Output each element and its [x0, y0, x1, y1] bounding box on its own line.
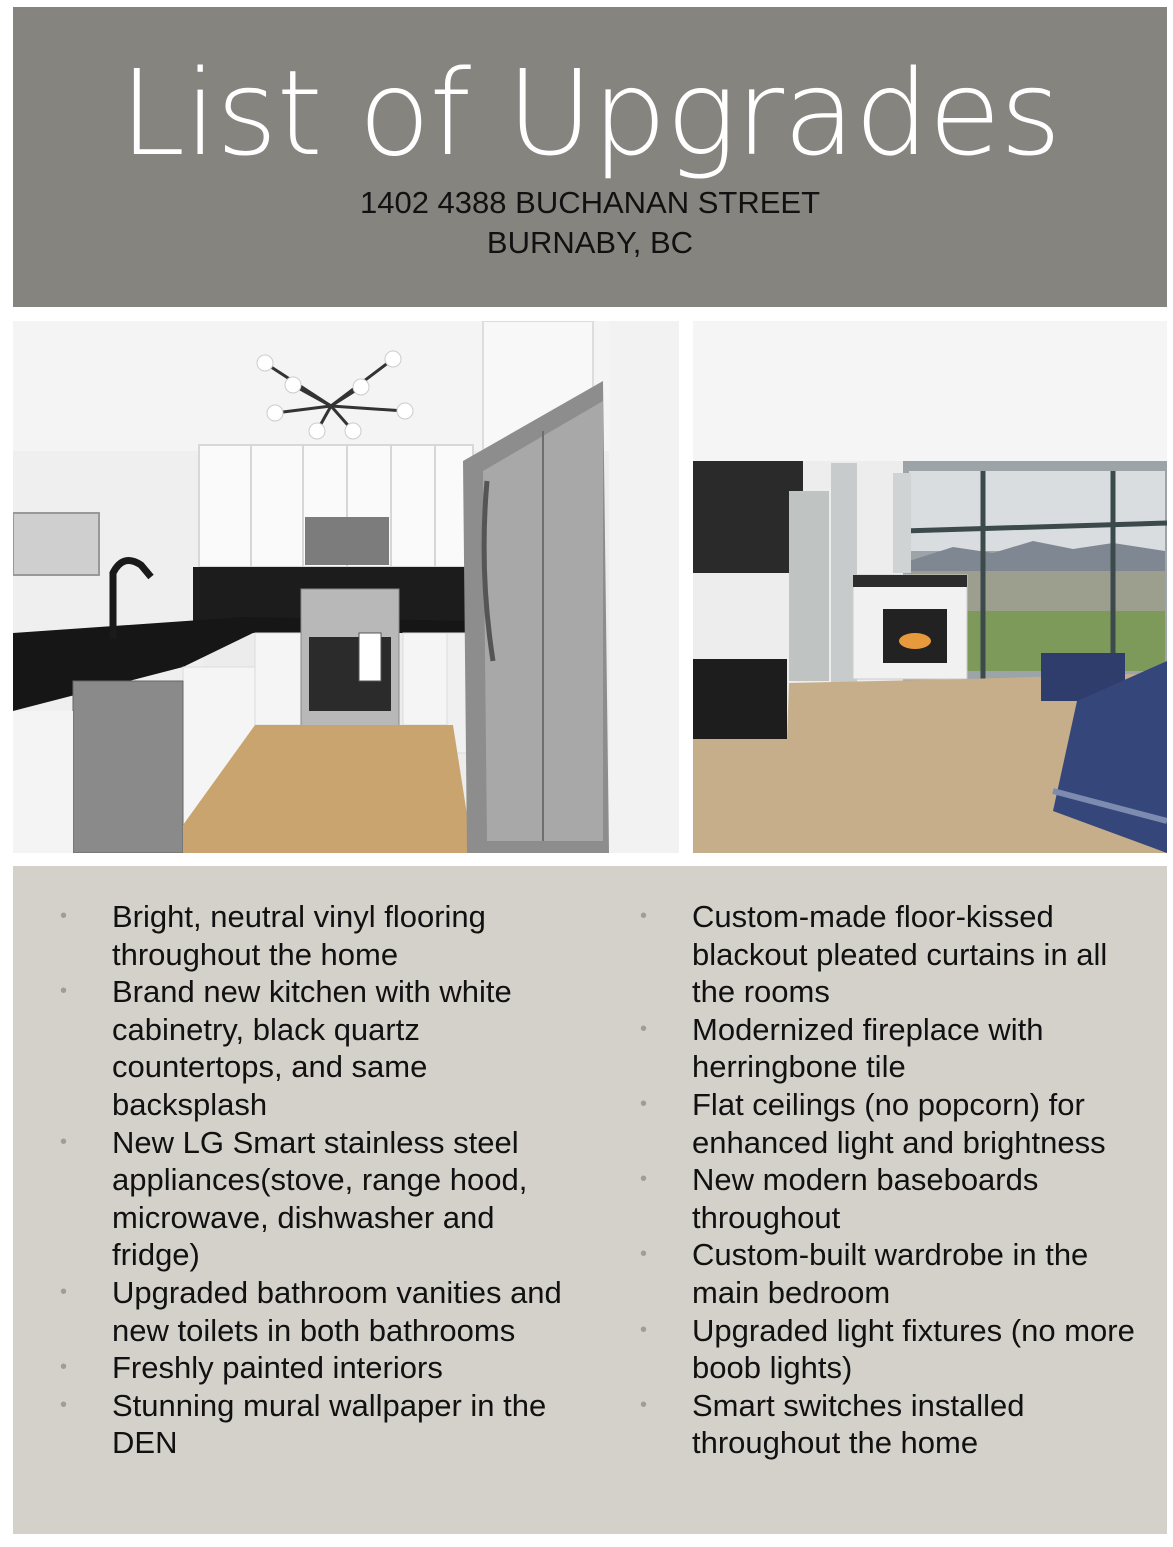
upgrades-panel	[13, 866, 1167, 1534]
header-banner	[13, 7, 1167, 307]
bullet-glyph: •	[60, 1393, 68, 1416]
list-item-text: Modernized fireplace with herringbone tile	[692, 1011, 1044, 1085]
list-item-text: Custom-made floor-kissed blackout pleated curtains in all the rooms	[692, 899, 1108, 1010]
list-item	[60, 1274, 582, 1349]
address-line-2: BURNABY, BC	[486, 225, 694, 260]
bullet-glyph: •	[60, 1280, 68, 1303]
list-item-text: Smart switches installed throughout the home	[692, 1387, 1025, 1461]
bullet-glyph: •	[640, 1393, 648, 1416]
list-item-text: Stunning mural wallpaper in the DEN	[112, 1387, 547, 1461]
bullet-glyph: •	[60, 980, 68, 1003]
list-item	[60, 898, 582, 973]
list-item	[60, 1387, 582, 1462]
address-line-1: 1402 4388 BUCHANAN STREET	[359, 185, 821, 220]
list-item	[640, 1011, 1152, 1086]
list-item-text: Freshly painted interiors	[112, 1350, 443, 1386]
bullet-glyph: •	[640, 905, 648, 927]
bullet-glyph: •	[640, 1017, 648, 1040]
list-item	[640, 1387, 1152, 1462]
list-item	[640, 898, 1152, 1011]
kitchen-photo	[13, 321, 679, 853]
bullet-glyph: •	[640, 1243, 648, 1266]
list-item-text: Flat ceilings (no popcorn) for enhanced light and brightness	[692, 1086, 1106, 1160]
list-item-text: Brand new kitchen with white cabinetry, black quartz countertops, and same backsplash	[112, 974, 512, 1122]
list-item-text: Upgraded light fixtures (no more boob lights)	[692, 1312, 1135, 1386]
bullet-glyph: •	[640, 1168, 648, 1191]
list-item	[640, 1312, 1152, 1387]
list-item-text: New LG Smart stainless steel appliances(stove, range hood, microwave, dishwasher and fridge)	[112, 1124, 528, 1273]
bullet-glyph: •	[60, 905, 68, 927]
address	[13, 183, 1167, 263]
list-item-text: New modern baseboards throughout	[692, 1162, 1039, 1235]
living-room-illustration	[693, 321, 1167, 853]
bullet-glyph: •	[640, 1092, 648, 1115]
list-item-text: Bright, neutral vinyl flooring throughout the home	[112, 899, 486, 972]
upgrades-list-right	[640, 898, 1152, 1462]
page-title: List of Upgrades	[119, 44, 1061, 182]
list-item	[60, 1124, 582, 1274]
upgrades-list-left	[60, 898, 582, 1462]
list-item	[60, 1349, 582, 1387]
living-room-photo	[693, 321, 1167, 853]
list-item-text: Upgraded bathroom vanities and new toilets in both bathrooms	[112, 1274, 562, 1348]
bullet-glyph: •	[60, 1130, 68, 1153]
kitchen-illustration	[13, 321, 679, 853]
list-item	[640, 1236, 1152, 1311]
list-item	[640, 1086, 1152, 1161]
bullet-glyph: •	[60, 1356, 68, 1379]
list-item	[60, 973, 582, 1123]
bullet-glyph: •	[640, 1318, 648, 1341]
list-item	[640, 1161, 1152, 1236]
list-item-text: Custom-built wardrobe in the main bedroom	[692, 1237, 1089, 1310]
